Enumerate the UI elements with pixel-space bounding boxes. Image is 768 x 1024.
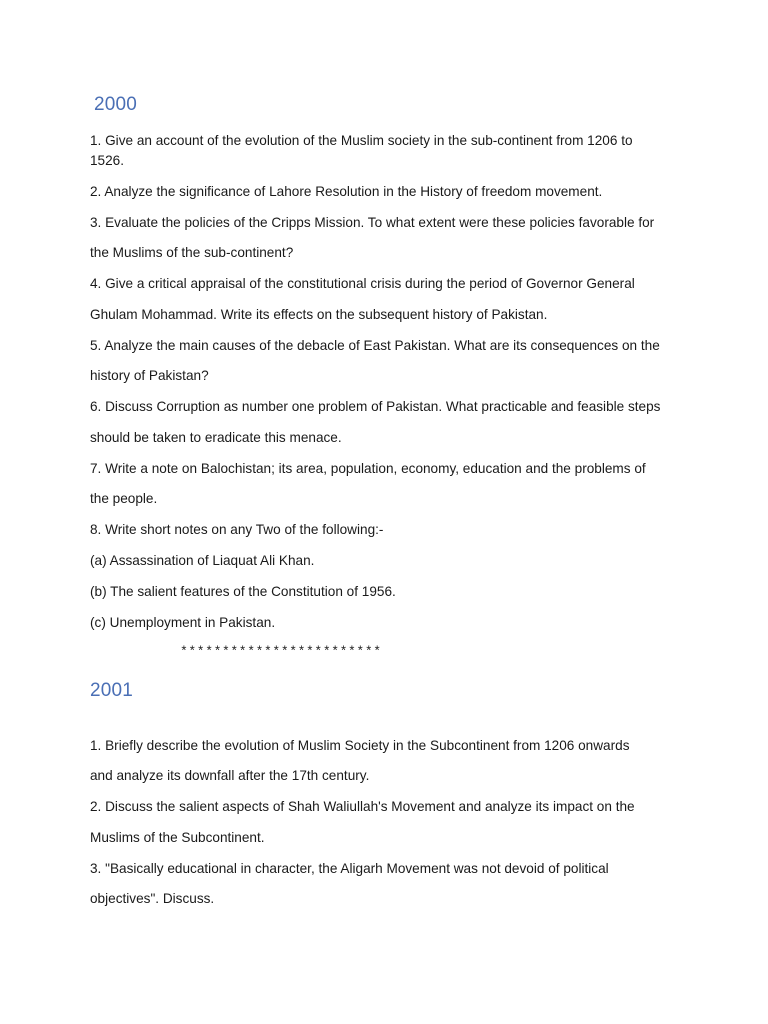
year-heading-2000: 2000 [94, 94, 138, 115]
text-line: the Muslims of the sub-continent? [90, 245, 294, 260]
text-line: 1526. [90, 153, 125, 168]
year-heading-2001: 2001 [90, 680, 134, 701]
text-line: 4. Give a critical appraisal of the constitutional crisis during the period of Governor General [90, 276, 635, 291]
text-line: 7. Write a note on Balochistan; its area, population, economy, education and the problems of [90, 461, 646, 476]
text-line: and analyze its downfall after the 17th century. [90, 768, 370, 783]
text-line: history of Pakistan? [90, 368, 209, 383]
text-line: 8. Write short notes on any Two of the following:- [90, 522, 384, 537]
text-line: 2. Analyze the significance of Lahore Resolution in the History of freedom movement. [90, 184, 603, 199]
text-line: 3. "Basically educational in character, the Aligarh Movement was not devoid of political [90, 861, 609, 876]
text-line: should be taken to eradicate this menace. [90, 430, 342, 445]
text-line: Ghulam Mohammad. Write its effects on the subsequent history of Pakistan. [90, 307, 548, 322]
text-line: Muslims of the Subcontinent. [90, 830, 265, 845]
text-line: 2. Discuss the salient aspects of Shah Waliullah's Movement and analyze its impact on the [90, 799, 635, 814]
text-line: 5. Analyze the main causes of the debacle of East Pakistan. What are its consequences on the [90, 338, 660, 353]
text-line: objectives". Discuss. [90, 891, 215, 906]
text-line: (c) Unemployment in Pakistan. [90, 615, 276, 630]
text-line: the people. [90, 491, 158, 506]
text-line: 1. Give an account of the evolution of the Muslim society in the sub-continent from 1206 to [90, 133, 633, 148]
text-line: (a) Assassination of Liaquat Ali Khan. [90, 553, 315, 568]
text-line: (b) The salient features of the Constitution of 1956. [90, 584, 396, 599]
section-separator: ************************ [180, 644, 382, 659]
text-line: 3. Evaluate the policies of the Cripps Mission. To what extent were these policies favorable for [90, 215, 655, 230]
text-line: 1. Briefly describe the evolution of Muslim Society in the Subcontinent from 1206 onwards [90, 738, 630, 753]
text-line: 6. Discuss Corruption as number one problem of Pakistan. What practicable and feasible steps [90, 399, 661, 414]
